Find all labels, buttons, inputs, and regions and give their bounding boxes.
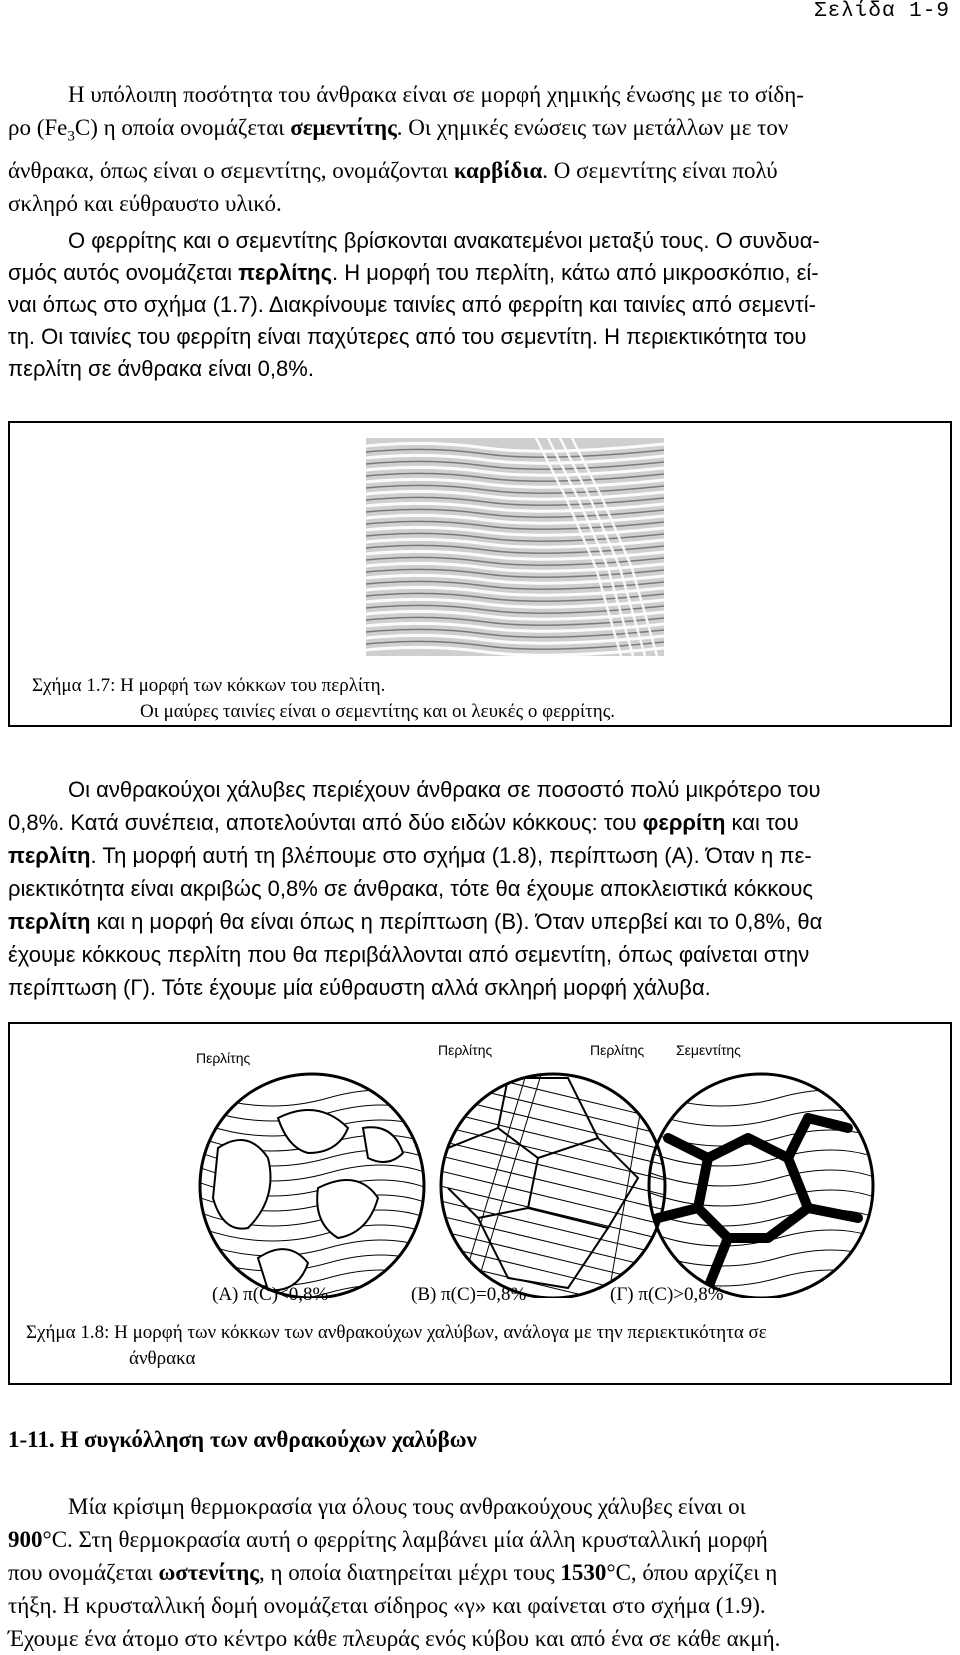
text-line: ναι όπως στο σχήμα (1.7). Διακρίνουμε ταινίες από φερρίτη και ταινίες από σεμεντί- bbox=[8, 292, 816, 317]
page-number-header: Σελίδα 1-9 bbox=[813, 0, 950, 23]
diagram-b-eutectoid bbox=[428, 1063, 678, 1298]
bold-temperature: 1530 bbox=[560, 1560, 607, 1585]
text-line: έχουμε κόκκους περλίτη που θα περιβάλλονται από σεμεντίτη, όπως φαίνεται στην bbox=[8, 942, 810, 967]
text-span: C) η οποία ονομάζεται bbox=[74, 115, 291, 140]
paragraph-pearlite bbox=[8, 225, 952, 385]
paragraph-welding bbox=[8, 1490, 952, 1655]
diagram-a-hypoeutectoid bbox=[188, 1074, 448, 1298]
text-span: άνθρακα, όπως είναι ο σεμεντίτης, ονομάζονται bbox=[8, 157, 454, 183]
text-span: που ονομάζεται bbox=[8, 1560, 159, 1585]
figure-1-7-caption-line1: Σχήμα 1.7: Η μορφή των κόκκων του περλίτη. bbox=[32, 675, 386, 696]
text-span: και του bbox=[725, 810, 799, 835]
bold-term-carbides: καρβίδια bbox=[453, 157, 543, 183]
text-line: Οι ανθρακούχοι χάλυβες περιέχουν άνθρακα σε ποσοστό πολύ μικρότερο του bbox=[68, 777, 821, 802]
bold-term-pearlite: περλίτη bbox=[8, 909, 91, 934]
text-span: °C, όπου αρχίζει η bbox=[606, 1560, 778, 1585]
pearlite-micrograph bbox=[366, 438, 664, 656]
text-line: Η υπόλοιπη ποσότητα του άνθρακα είναι σε μορφή χημικής ένωσης με το σίδη- bbox=[68, 82, 804, 107]
text-span: . Τη μορφή αυτή τη βλέπουμε στο σχήμα (1.8), περίπτωση (Α). Όταν η πε- bbox=[90, 843, 812, 868]
text-span: . Ο σεμεντίτης είναι πολύ bbox=[542, 157, 778, 183]
pearlite-lamellae-image bbox=[366, 438, 664, 656]
bold-term-pearlite: περλίτη bbox=[8, 843, 91, 868]
bold-term-austenite: ωστενίτης bbox=[158, 1560, 259, 1585]
paragraph-carbon-steels bbox=[8, 773, 952, 1004]
figure-1-8-caption-line1: Σχήμα 1.8: Η μορφή των κόκκων των ανθρακούχων χαλύβων, ανάλογα με την περιεκτικότητα σε bbox=[26, 1322, 767, 1343]
text-line: Έχουμε ένα άτομο στο κέντρο κάθε πλευράς ενός κύβου και από ένα σε κάθε ακμή. bbox=[8, 1626, 781, 1651]
text-span: °C. Στη θερμοκρασία αυτή ο φερρίτης λαμβάνει μία άλλη κρυσταλλική μορφή bbox=[42, 1527, 768, 1552]
caption-case-c: (Γ) π(C)>0,8% bbox=[610, 1284, 724, 1305]
text-line: σκληρό και εύθραυστο υλικό. bbox=[8, 190, 282, 216]
grain-structure-diagrams bbox=[8, 1058, 952, 1298]
diagram-c-hypereutectoid bbox=[638, 1074, 898, 1298]
text-line: τήξη. Η κρυσταλλική δομή ονομάζεται σίδηρος «γ» και φαίνεται στο σχήμα (1.9). bbox=[8, 1593, 766, 1618]
bold-temperature: 900 bbox=[8, 1527, 43, 1552]
text-span: 0,8%. Κατά συνέπεια, αποτελούνται από δύο ειδών κόκκους: του bbox=[8, 810, 643, 835]
label-pearlite-b: Περλίτης bbox=[438, 1042, 493, 1058]
bold-term-pearlite: περλίτης bbox=[238, 260, 333, 285]
text-span: , η οποία διατηρείται μέχρι τους bbox=[258, 1560, 561, 1585]
label-cementite-c: Σεμεντίτης bbox=[676, 1042, 741, 1058]
bold-term-cementite: σεμεντίτης bbox=[290, 115, 397, 140]
text-line: περίπτωση (Γ). Τότε έχουμε μία εύθραυστη αλλά σκληρή μορφή χάλυβα. bbox=[8, 975, 711, 1000]
subscript: 3 bbox=[67, 128, 75, 145]
text-span: ρο (Fe bbox=[8, 115, 68, 140]
figure-1-8-caption-line2: άνθρακα bbox=[129, 1348, 196, 1369]
text-line: ριεκτικότητα είναι ακριβώς 0,8% σε άνθρακα, τότε θα έχουμε αποκλειστικά κόκκους bbox=[8, 876, 813, 901]
text-span: . Η μορφή του περλίτη, κάτω από μικροσκόπιο, εί- bbox=[332, 260, 819, 285]
label-pearlite-a: Περλίτης bbox=[196, 1050, 251, 1066]
paragraph-cementite bbox=[8, 78, 952, 220]
label-pearlite-c: Περλίτης bbox=[590, 1042, 645, 1058]
figure-1-7-caption-line2: Οι μαύρες ταινίες είναι ο σεμεντίτης και οι λευκές ο φερρίτης. bbox=[140, 701, 615, 722]
text-line: τη. Οι ταινίες του φερρίτη είναι παχύτερες από του σεμεντίτη. Η περιεκτικότητα του bbox=[8, 324, 807, 349]
text-line: Μία κρίσιμη θερμοκρασία για όλους τους ανθρακούχους χάλυβες είναι οι bbox=[68, 1494, 746, 1519]
bold-term-ferrite: φερρίτη bbox=[642, 810, 726, 835]
text-span: και η μορφή θα είναι όπως η περίπτωση (Β). Όταν υπερβεί και το 0,8%, θα bbox=[90, 909, 823, 934]
text-span: . Οι χημικές ενώσεις των μετάλλων με τον bbox=[396, 115, 789, 140]
section-heading: 1-11. Η συγκόλληση των ανθρακούχων χαλύβων bbox=[8, 1427, 477, 1452]
text-line: Ο φερρίτης και ο σεμεντίτης βρίσκονται ανακατεμένοι μεταξύ τους. Ο συνδυα- bbox=[68, 228, 820, 253]
text-span: σμός αυτός ονομάζεται bbox=[8, 260, 239, 285]
text-line: περλίτη σε άνθρακα είναι 0,8%. bbox=[8, 356, 314, 381]
caption-case-b: (Β) π(C)=0,8% bbox=[411, 1284, 527, 1305]
caption-case-a: (Α) π(C)<0,8% bbox=[212, 1284, 329, 1305]
